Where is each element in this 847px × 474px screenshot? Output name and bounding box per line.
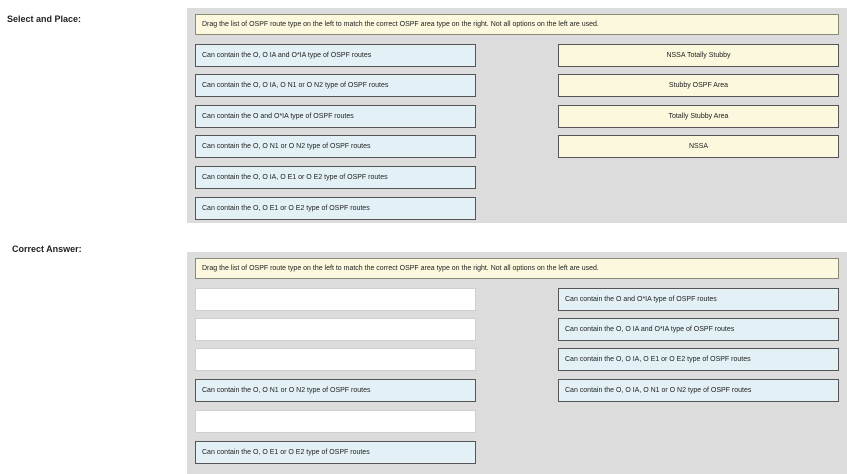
source-tile[interactable]: Can contain the O, O IA and O*IA type of OSPF routes [195,44,476,67]
answer-placed-tile[interactable]: Can contain the O, O IA and O*IA type of OSPF routes [558,318,839,341]
target-stubby-ospf-area[interactable]: Stubby OSPF Area [558,74,839,97]
answer-left-slot-empty[interactable] [195,348,476,371]
answer-instruction: Drag the list of OSPF route type on the left to match the correct OSPF area type on the right. Not all options on the left are used. [195,258,839,279]
answer-panel [187,252,847,474]
answer-left-tile[interactable]: Can contain the O, O E1 or O E2 type of OSPF routes [195,441,476,464]
target-nssa[interactable]: NSSA [558,135,839,158]
question-instruction: Drag the list of OSPF route type on the left to match the correct OSPF area type on the right. Not all options on the left are used. [195,14,839,35]
source-tile[interactable]: Can contain the O, O IA, O E1 or O E2 type of OSPF routes [195,166,476,189]
answer-placed-tile[interactable]: Can contain the O, O IA, O N1 or O N2 type of OSPF routes [558,379,839,402]
answer-left-tile[interactable]: Can contain the O, O N1 or O N2 type of OSPF routes [195,379,476,402]
answer-placed-tile[interactable]: Can contain the O and O*IA type of OSPF routes [558,288,839,311]
correct-answer-label: Correct Answer: [12,244,82,254]
question-panel [187,8,847,223]
select-and-place-label: Select and Place: [7,14,82,24]
source-tile[interactable]: Can contain the O and O*IA type of OSPF routes [195,105,476,128]
answer-placed-tile[interactable]: Can contain the O, O IA, O E1 or O E2 type of OSPF routes [558,348,839,371]
answer-left-slot-empty[interactable] [195,410,476,433]
answer-left-slot-empty[interactable] [195,288,476,311]
target-nssa-totally-stubby[interactable]: NSSA Totally Stubby [558,44,839,67]
source-tile[interactable]: Can contain the O, O IA, O N1 or O N2 type of OSPF routes [195,74,476,97]
target-totally-stubby-area[interactable]: Totally Stubby Area [558,105,839,128]
answer-left-slot-empty[interactable] [195,318,476,341]
source-tile[interactable]: Can contain the O, O E1 or O E2 type of OSPF routes [195,197,476,220]
source-tile[interactable]: Can contain the O, O N1 or O N2 type of OSPF routes [195,135,476,158]
